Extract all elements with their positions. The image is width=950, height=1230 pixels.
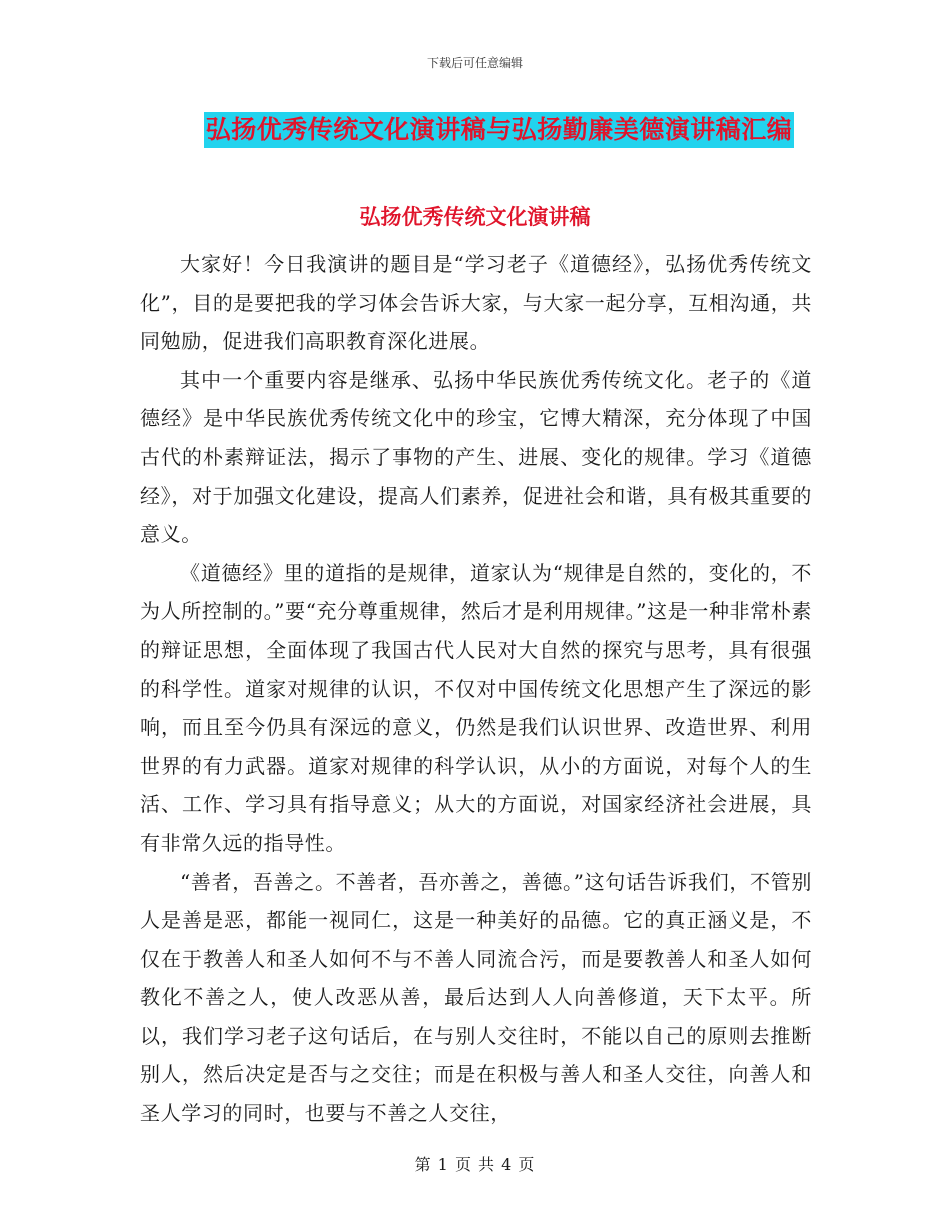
document-main-title: 弘扬优秀传统文化演讲稿与弘扬勤廉美德演讲稿汇编 [204, 112, 795, 148]
document-body [140, 245, 812, 1133]
page-header-note: 下载后可任意编辑 [426, 56, 523, 70]
paragraph: 其中一个重要内容是继承、弘扬中华民族优秀传统文化。老子的《道德经》是中华民族优秀传统文化中的珍宝，它博大精深，充分体现了中国古代的朴素辩证法，揭示了事物的产生、进展、变化的规律。学习《道德经》，对于加强文化建设，提高人们素养，促进社会和谐，具有极其重要的意义。 [140, 367, 812, 547]
main-title-container [0, 112, 950, 148]
paragraph: 《道德经》里的道指的是规律，道家认为“规律是自然的，变化的，不为人所控制的。”要“充分尊重规律，然后才是利用规律。”这是一种非常朴素的辩证思想，全面体现了我国古代人民对大自然的探究与思考，具有很强的科学性。道家对规律的认识，不仅对中国传统文化思想产生了深远的影响，而且至今仍具有深远的意义，仍然是我们认识世界、改造世界、利用世界的有力武器。道家对规律的科学认识，从小的方面说，对每个人的生活、工作、学习具有指导意义；从大的方面说，对国家经济社会进展，具有非常久远的指导性。 [140, 560, 812, 855]
page-footer-number: 第 1 页 共 4 页 [414, 1155, 536, 1174]
paragraph: “善者，吾善之。不善者，吾亦善之，善德。”这句话告诉我们，不管别人是善是恶，都能一视同仁，这是一种美好的品德。它的真正涵义是，不仅在于教善人和圣人如何不与不善人同流合污，而是要教善人和圣人如何教化不善之人，使人改恶从善，最后达到人人向善修道，天下太平。所以，我们学习老子这句话后，在与别人交往时，不能以自己的原则去推断别人，然后决定是否与之交往；而是在积极与善人和圣人交往，向善人和圣人学习的同时，也要与不善之人交往， [140, 869, 812, 1126]
section-title: 弘扬优秀传统文化演讲稿 [359, 205, 591, 229]
paragraph: 大家好！今日我演讲的题目是“学习老子《道德经》，弘扬优秀传统文化”，目的是要把我的学习体会告诉大家，与大家一起分享，互相沟通，共同勉励，促进我们高职教育深化进展。 [140, 252, 812, 354]
